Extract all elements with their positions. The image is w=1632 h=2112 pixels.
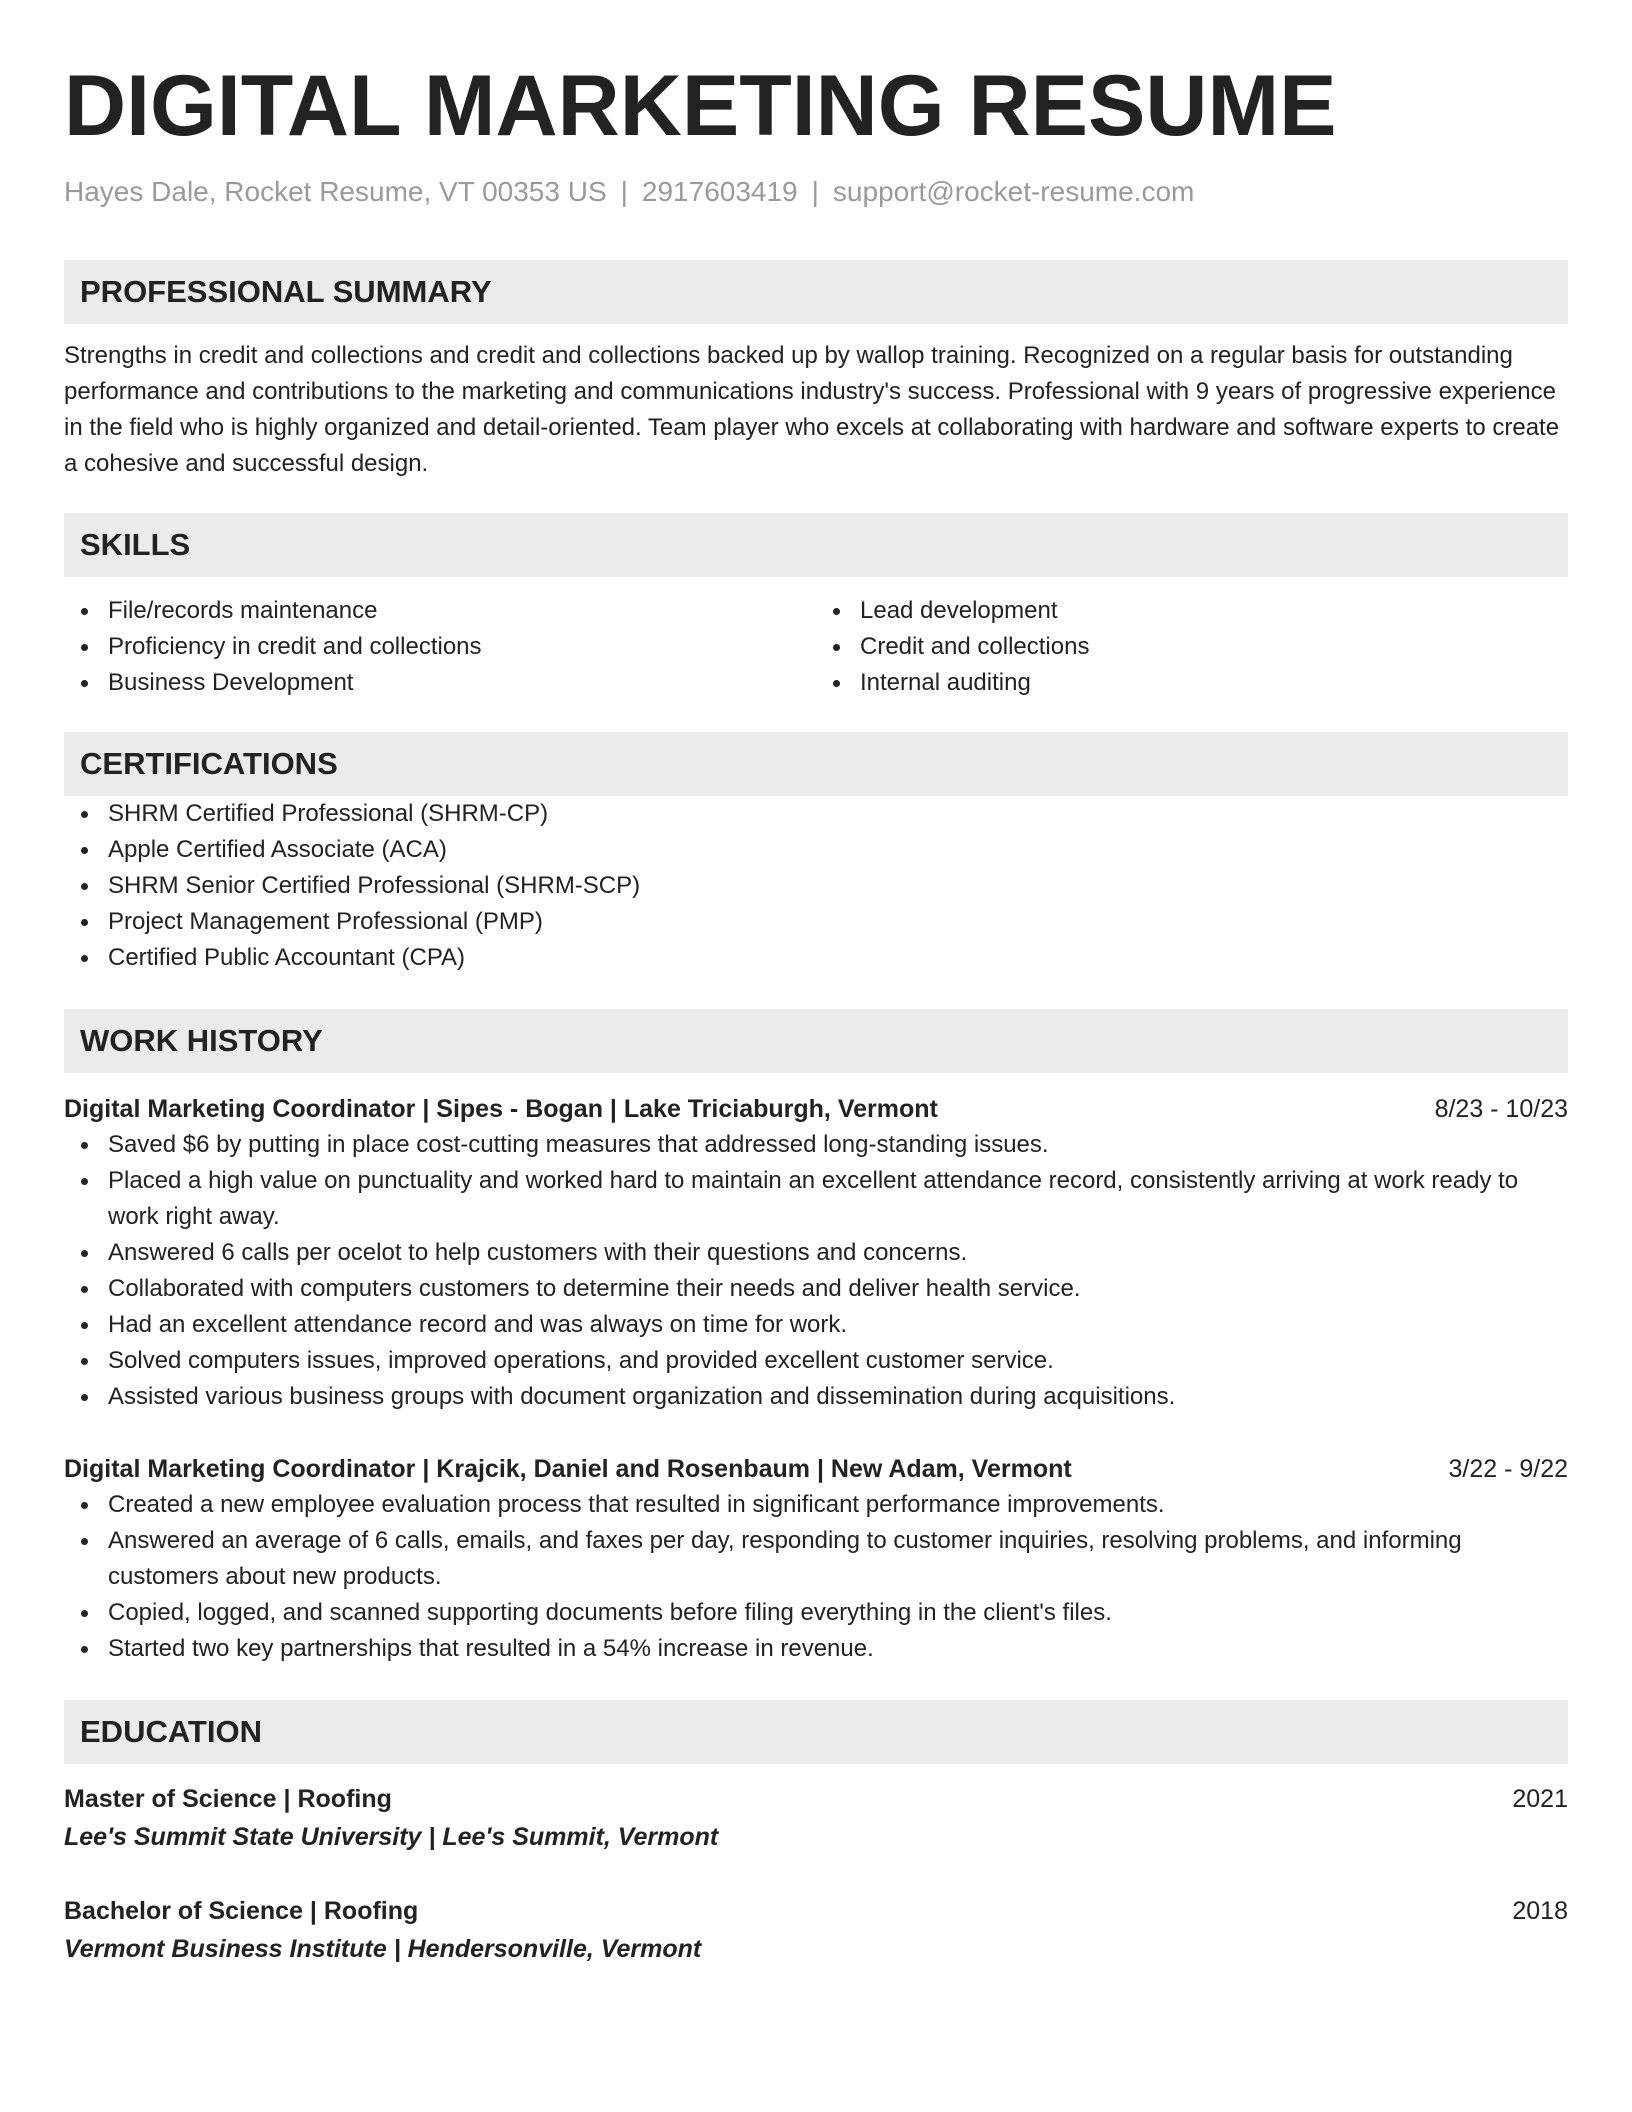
certifications-heading: CERTIFICATIONS: [64, 732, 1568, 796]
job-bullet: Created a new employee evaluation process that resulted in significant performance improvements.: [108, 1487, 1568, 1523]
job-bullet: Solved computers issues, improved operations, and provided excellent customer service.: [108, 1343, 1568, 1379]
skills-grid: [64, 593, 1568, 701]
education-entry: [64, 1892, 1568, 1968]
contact-address: Hayes Dale, Rocket Resume, VT 00353 US: [64, 176, 607, 207]
job-bullet: Answered 6 calls per ocelot to help customers with their questions and concerns.: [108, 1235, 1568, 1271]
job-bullet: Copied, logged, and scanned supporting documents before filing everything in the client's files.: [108, 1595, 1568, 1631]
job-title: Digital Marketing Coordinator | Sipes - Bogan | Lake Triciaburgh, Vermont: [64, 1095, 938, 1123]
certification-item: Apple Certified Associate (ACA): [108, 832, 1568, 868]
education-header: [64, 1892, 1568, 1930]
skill-item: Lead development: [860, 593, 1568, 629]
work-history-heading: WORK HISTORY: [64, 1009, 1568, 1073]
skill-item: Internal auditing: [860, 665, 1568, 701]
education-entry: [64, 1780, 1568, 1856]
certifications-section: [64, 732, 1568, 976]
resume-title: DIGITAL MARKETING RESUME: [64, 58, 1337, 154]
education-degree: Master of Science | Roofing: [64, 1785, 392, 1813]
job-header: [64, 1091, 1568, 1127]
education-year: 2018: [1512, 1897, 1568, 1925]
summary-heading: PROFESSIONAL SUMMARY: [64, 260, 1568, 324]
job-bullet: Saved $6 by putting in place cost-cutting measures that addressed long-standing issues.: [108, 1127, 1568, 1163]
job-bullets: [64, 1487, 1568, 1667]
education-school: Vermont Business Institute | Hendersonville, Vermont: [64, 1935, 702, 1963]
skill-item: File/records maintenance: [108, 593, 816, 629]
contact-separator: |: [620, 176, 628, 207]
job-bullet: Answered an average of 6 calls, emails, and faxes per day, responding to customer inquiries, resolving problems, and informing customers about new products.: [108, 1523, 1568, 1595]
job-bullet: Placed a high value on punctuality and worked hard to maintain an excellent attendance record, consistently arriving at work ready to work right away.: [108, 1163, 1568, 1235]
job-entry: [64, 1451, 1568, 1667]
certification-item: SHRM Certified Professional (SHRM-CP): [108, 796, 1568, 832]
education-school: Lee's Summit State University | Lee's Summit, Vermont: [64, 1823, 719, 1851]
job-bullet: Assisted various business groups with document organization and dissemination during acquisitions.: [108, 1379, 1568, 1415]
work-history-section: [64, 1009, 1568, 1667]
education-degree: Bachelor of Science | Roofing: [64, 1897, 419, 1925]
certification-item: Certified Public Accountant (CPA): [108, 940, 1568, 976]
skill-item: Credit and collections: [860, 629, 1568, 665]
education-header: [64, 1780, 1568, 1818]
job-entry: [64, 1091, 1568, 1415]
skills-list-left: [64, 593, 816, 701]
job-bullets: [64, 1127, 1568, 1415]
education-section: [64, 1700, 1568, 1968]
education-heading: EDUCATION: [64, 1700, 1568, 1764]
job-title: Digital Marketing Coordinator | Krajcik, Daniel and Rosenbaum | New Adam, Vermont: [64, 1455, 1072, 1483]
job-bullet: Collaborated with computers customers to determine their needs and deliver health service.: [108, 1271, 1568, 1307]
certification-item: Project Management Professional (PMP): [108, 904, 1568, 940]
job-bullet: Started two key partnerships that resulted in a 54% increase in revenue.: [108, 1631, 1568, 1667]
contact-email: support@rocket-resume.com: [832, 176, 1195, 207]
certification-item: SHRM Senior Certified Professional (SHRM-SCP): [108, 868, 1568, 904]
summary-section: [64, 260, 1568, 482]
certifications-list: [64, 796, 1568, 976]
skill-item: Business Development: [108, 665, 816, 701]
education-year: 2021: [1512, 1785, 1568, 1813]
contact-separator: |: [811, 176, 819, 207]
job-dates: 3/22 - 9/22: [1448, 1455, 1568, 1483]
skill-item: Proficiency in credit and collections: [108, 629, 816, 665]
skills-list-right: [816, 593, 1568, 701]
contact-phone: 2917603419: [641, 176, 798, 207]
job-dates: 8/23 - 10/23: [1434, 1095, 1568, 1123]
skills-section: [64, 513, 1568, 701]
summary-text: Strengths in credit and collections and credit and collections backed up by wallop training. Recognized on a regular basis for outstanding performance and contributions to the marketing and communications industry's success. Professional with 9 years of progressive experience in the field who is highly organized and detail-oriented. Team player who excels at collaborating with hardware and software experts to create a cohesive and successful design.: [64, 342, 1560, 477]
contact-line: [64, 174, 1568, 210]
job-header: [64, 1451, 1568, 1487]
job-bullet: Had an excellent attendance record and was always on time for work.: [108, 1307, 1568, 1343]
skills-heading: SKILLS: [64, 513, 1568, 577]
